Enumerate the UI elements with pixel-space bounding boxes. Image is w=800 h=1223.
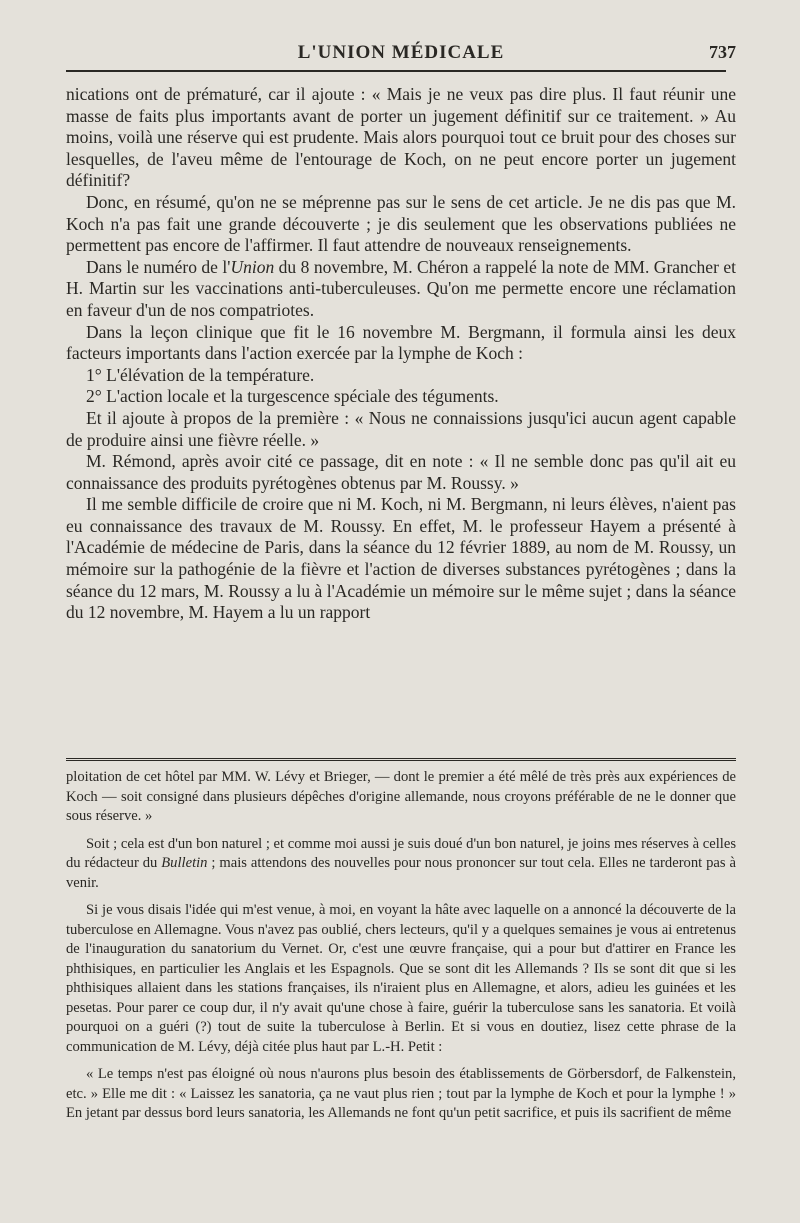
paragraph-bergmann: Dans la leçon clinique que fit le 16 novembre M. Bergmann, il formula ainsi les deux facteurs importants dans l'action exercée par la lymphe de Koch : [66,321,736,364]
paragraph-remond: M. Rémond, après avoir cité ce passage, dit en note : « Il ne semble donc pas qu'il ait eu connaissance des produits pyrétogènes obtenus par M. Roussy. » [66,451,736,493]
header-rule [66,70,726,72]
text-run: Dans le numéro de l' [86,256,231,277]
note-paragraph: « Le temps n'est pas éloigné où nous n'aurons plus besoin des établissements de Görbersdorf, de Falkenstein, etc. » Elle me dit : « Laissez les sanatoria, ça ne vaut plus rien ; tout par la lymphe de Koch et pour la lymphe ! » En jetant par dessus bord leurs sanatoria, les Allemands ne font qu'un petit sacrifice, et puis ils sacrifient de même [66,1066,736,1121]
page-header [66,38,736,68]
page-number: 737 [709,42,736,62]
note-paragraph: Si je vous disais l'idée qui m'est venue, à moi, en voyant la hâte avec laquelle on a annoncé la découverte de la tuberculose en Allemagne. Vous n'avez pas oublié, chers lecteurs, qu'il y a quelques semaines je vous ai entretenus de l'inauguration du sanatorium du Vernet. Or, c'est une œuvre française, qui a pour but d'attirer en France les phthisiques, en particulier les Anglais et les Espagnols. Que se sont dit les Allemands ? Ils se sont dit que si les phthisiques allaient dans les stations françaises, ils n'iraient plus en Allemagne, et alors, adieu les guinées et les pesetas. Pour parer ce coup dur, il n'y avait qu'une chose à faire, guérir la tuberculose sans les sanatoria. Et voilà pourquoi on a guéri (?) tout de suite la tuberculose à Berlin. Et si vous en doutiez, lisez cette phrase de la communication de M. Lévy, déjà citée plus haut par L.-H. Petit : [66,902,736,1055]
note-paragraph [66,835,736,894]
main-text [66,84,736,624]
list-item-local-action: 2° L'action locale et la turgescence spéciale des téguments. [86,386,499,407]
text-run: du 8 novembre, M. Chéron a rappelé la note de MM. Grancher et H. Martin sur les vaccinations anti-tuberculeuses. Qu'on me permette encore une réclamation en faveur d'un de nos compatriotes. [66,256,736,320]
paragraph-fever-quote: Et il ajoute à propos de la première : « Nous ne connaissions jusqu'ici aucun agent capable de produire ainsi une fièvre réelle. » [66,407,736,450]
journal-title: Bulletin [161,855,208,871]
feuilleton-text [66,768,736,1124]
running-title: L'UNION MÉDICALE [297,42,505,63]
journal-title: Union [230,256,275,277]
note-paragraph: ploitation de cet hôtel par MM. W. Lévy et Brieger, — dont le premier a été mêlé de très près aux expériences de Koch — soit consigné dans plusieurs dépêches d'origine allemande, nous croyons préférable de ne le donner que sous réserve. » [66,769,736,824]
section-rule [66,758,736,764]
text-run: Soit ; cela est d'un bon naturel ; et comme moi aussi je suis doué d'un bon naturel, je joins mes réserves à celles du rédacteur du [66,835,736,871]
list-item-temperature: 1° L'élévation de la température. [86,364,315,385]
paragraph-summary: Donc, en résumé, qu'on ne se méprenne pas sur le sens de cet article. Je ne dis pas que M. Koch n'a pas fait une grande découverte ; je dis seulement que les observations publiées ne permettent pas encore de l'affirmer. Il faut attendre de nouveaux renseignements. [66,191,736,256]
paragraph-continuation: nications ont de prématuré, car il ajoute : « Mais je ne veux pas dire plus. Il faut réunir une masse de faits plus importants avant de porter un jugement définitif sur ce traitement. » Au moins, voilà une réserve qui est prudente. Mais alors pourquoi tout ce bruit pour des choses sur lesquelles, de l'aveu même de l'entourage de Koch, on ne peut encore porter un jugement définitif? [66,84,736,191]
paragraph-union-note [66,257,736,322]
text-run: ; mais attendons des nouvelles pour nous prononcer sur tout cela. Elles ne tarderont pas à venir. [66,855,736,891]
paragraph-roussy: Il me semble difficile de croire que ni M. Koch, ni M. Bergmann, ni leurs élèves, n'aient pas eu connaissance des travaux de M. Roussy. En effet, M. le professeur Hayem a présenté à l'Académie de médecine de Paris, dans la séance du 12 février 1889, au nom de M. Roussy, un mémoire sur la pathogénie de la fièvre et l'action de diverses substances pyrétogènes ; dans la séance du 12 mars, M. Roussy a lu à l'Académie un mémoire sur le même sujet ; dans la séance du 12 novembre, M. Hayem a lu un rapport [66,494,736,623]
